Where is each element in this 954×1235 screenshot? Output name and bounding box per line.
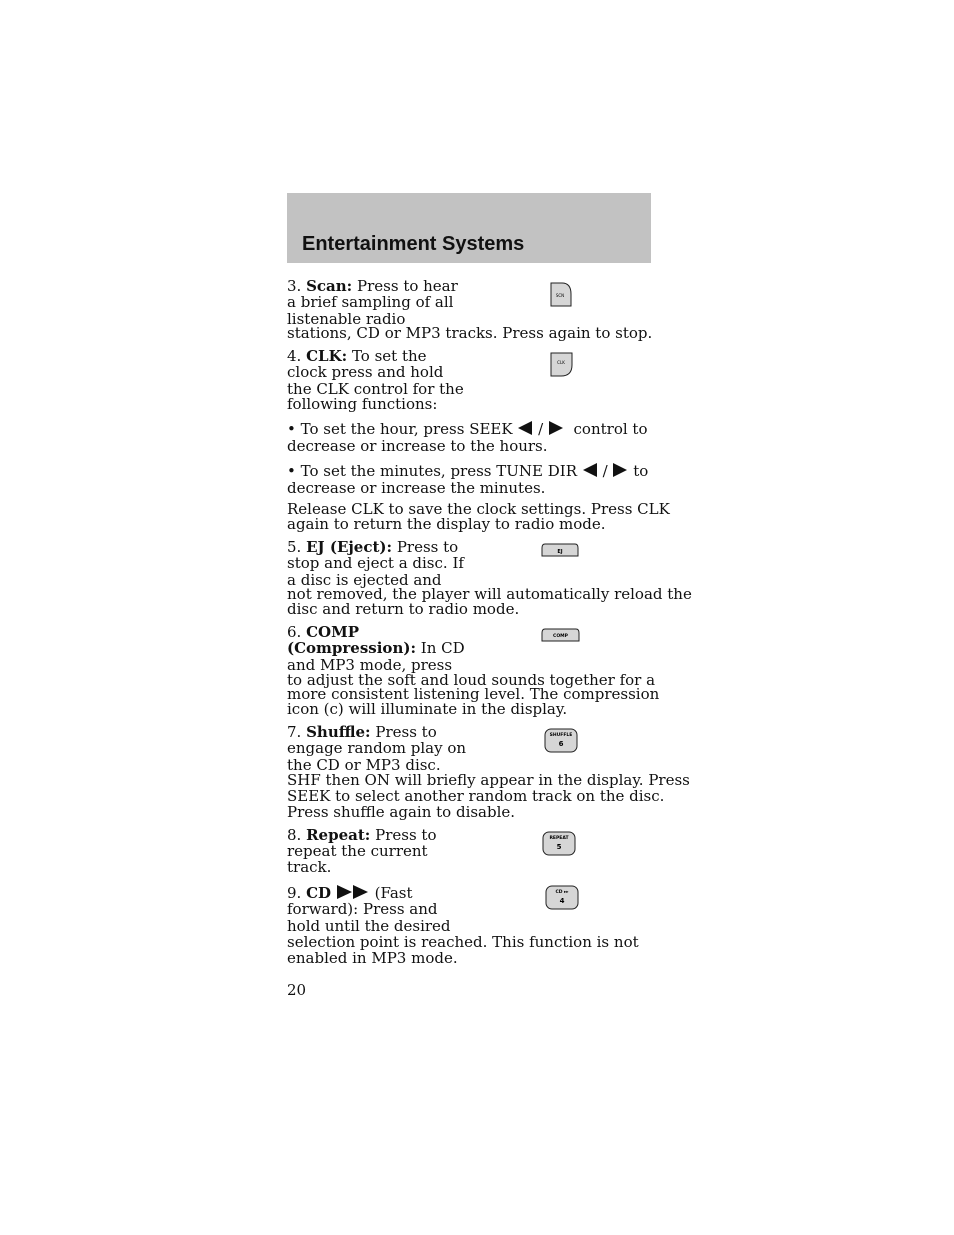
cdff-line-3: hold until the desired bbox=[287, 917, 451, 935]
clk-release-1: Release CLK to save the clock settings. Press CLK bbox=[287, 500, 670, 518]
svg-text:CLK: CLK bbox=[557, 360, 565, 365]
section-header bbox=[287, 193, 651, 263]
shuffle-line-3: the CD or MP3 disc. bbox=[287, 756, 441, 774]
shuffle-line-2: engage random play on bbox=[287, 739, 467, 757]
clk-button-icon bbox=[550, 352, 573, 377]
clk-bullet-hour: • To set the hour, press SEEK / control to bbox=[287, 420, 648, 438]
eject-line-5: disc and return to radio mode. bbox=[287, 600, 520, 618]
svg-text:COMP: COMP bbox=[553, 634, 568, 639]
eject-line-3: a disc is ejected and bbox=[287, 571, 442, 589]
comp-line-2: (Compression): In CD bbox=[287, 639, 465, 657]
svg-text:REPEAT: REPEAT bbox=[549, 836, 569, 841]
svg-text:CD ▸▸: CD ▸▸ bbox=[555, 890, 569, 895]
eject-line-1: 5. EJ (Eject): Press to bbox=[287, 538, 459, 556]
repeat-line-1: 8. Repeat: Press to bbox=[287, 826, 437, 844]
clk-line-1: 4. CLK: To set the bbox=[287, 347, 427, 365]
scan-line-4: stations, CD or MP3 tracks. Press again to stop. bbox=[287, 324, 653, 342]
comp-label: COMP bbox=[306, 623, 359, 641]
shuffle-line-1: 7. Shuffle: Press to bbox=[287, 723, 437, 741]
clk-line-4: following functions: bbox=[287, 395, 438, 413]
page-number: 20 bbox=[287, 981, 307, 999]
svg-text:5: 5 bbox=[556, 843, 562, 851]
comp-line-4: to adjust the soft and loud sounds together for a bbox=[287, 671, 656, 689]
clk-label: CLK: bbox=[306, 347, 348, 365]
svg-text:6: 6 bbox=[558, 740, 564, 748]
svg-text:SCN: SCN bbox=[555, 293, 565, 298]
clk-release-2: again to return the display to radio mode. bbox=[287, 515, 606, 533]
eject-line-4: not removed, the player will automatically reload the bbox=[287, 585, 692, 603]
scan-line-1: 3. Scan: Press to hear bbox=[287, 277, 458, 295]
comp-button-icon bbox=[541, 628, 580, 642]
scan-line-3: listenable radio bbox=[287, 310, 406, 328]
cdff-line-2: forward): Press and bbox=[287, 900, 438, 918]
svg-text:4: 4 bbox=[559, 897, 565, 905]
comp-line-5: more consistent listening level. The compression bbox=[287, 685, 660, 703]
cdff-line-4: selection point is reached. This function is not bbox=[287, 933, 639, 951]
eject-line-2: stop and eject a disc. If bbox=[287, 554, 464, 572]
shuffle-label: Shuffle: bbox=[306, 723, 371, 741]
cdff-line-1: 9. CD (Fast bbox=[287, 884, 413, 902]
clk-bullet-minutes-cont: decrease or increase the minutes. bbox=[287, 479, 546, 497]
clk-bullet-minutes: • To set the minutes, press TUNE DIR / to bbox=[287, 462, 649, 480]
shuffle-line-6: Press shuffle again to disable. bbox=[287, 803, 516, 821]
repeat-button-icon bbox=[542, 831, 576, 856]
cd-ff-button-icon bbox=[545, 885, 579, 910]
scan-label: Scan: bbox=[306, 277, 353, 295]
cdff-line-5: enabled in MP3 mode. bbox=[287, 949, 458, 967]
clk-line-3: the CLK control for the bbox=[287, 380, 464, 398]
cdff-label: CD bbox=[306, 884, 332, 902]
svg-text:SHUFFLE: SHUFFLE bbox=[549, 733, 573, 738]
tune-right-icon bbox=[612, 462, 628, 478]
repeat-line-3: track. bbox=[287, 858, 332, 876]
comp-line-3: and MP3 mode, press bbox=[287, 656, 453, 674]
clk-line-2: clock press and hold bbox=[287, 363, 444, 381]
seek-left-icon bbox=[517, 420, 533, 436]
repeat-line-2: repeat the current bbox=[287, 842, 428, 860]
shuffle-line-4: SHF then ON will briefly appear in the display. Press bbox=[287, 771, 690, 789]
scan-line-2: a brief sampling of all bbox=[287, 293, 454, 311]
shuffle-button-icon bbox=[544, 728, 578, 753]
eject-label: EJ (Eject): bbox=[306, 538, 393, 556]
scan-button-icon bbox=[550, 282, 572, 307]
svg-text:EJ: EJ bbox=[557, 549, 563, 555]
comp-line-6: icon (c) will illuminate in the display. bbox=[287, 700, 568, 718]
tune-left-icon bbox=[582, 462, 598, 478]
comp-line-1: 6. COMP bbox=[287, 623, 359, 641]
seek-right-icon bbox=[548, 420, 564, 436]
fast-forward-icon bbox=[336, 884, 370, 900]
section-title: Entertainment Systems bbox=[302, 233, 525, 255]
eject-button-icon bbox=[541, 543, 579, 557]
shuffle-line-5: SEEK to select another random track on the disc. bbox=[287, 787, 665, 805]
repeat-label: Repeat: bbox=[306, 826, 371, 844]
clk-bullet-hour-cont: decrease or increase to the hours. bbox=[287, 437, 548, 455]
